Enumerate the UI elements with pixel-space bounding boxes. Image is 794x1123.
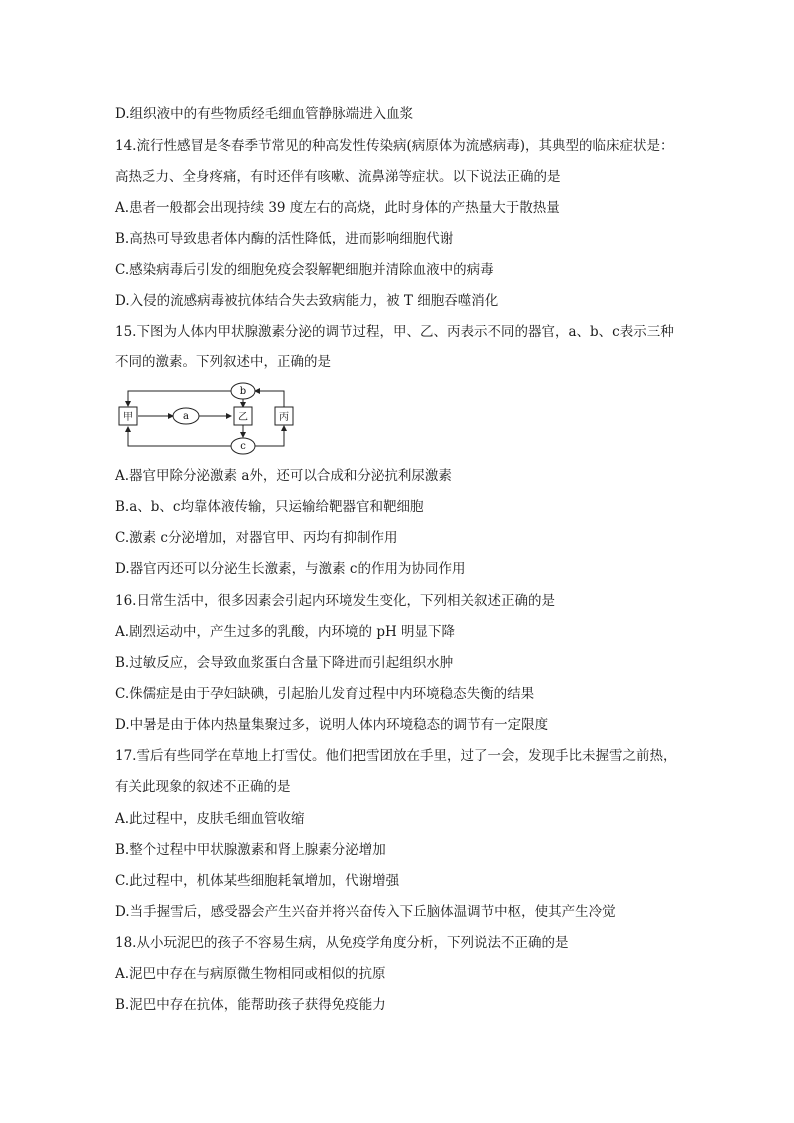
q17-option-a: A.此过程中，皮肤毛细血管收缩 <box>115 811 305 827</box>
q15-option-d: D.器官丙还可以分泌生长激素，与激素 c的作用为协同作用 <box>115 561 466 577</box>
q14-option-b: B.高热可导致患者体内酶的活性降低，进而影响细胞代谢 <box>115 231 454 247</box>
q16-option-c: C.侏儒症是由于孕妇缺碘，引起胎儿发育过程中内环境稳态失衡的结果 <box>115 686 535 702</box>
hormone-a-label: a <box>183 411 189 422</box>
organ-yi-label: 乙 <box>238 412 248 423</box>
q15-option-c: C.激素 c分泌增加，对器官甲、丙均有抑制作用 <box>115 530 398 546</box>
q16-option-b: B.过敏反应，会导致血浆蛋白含量下降进而引起组织水肿 <box>115 655 454 671</box>
q18-option-a: A.泥巴中存在与病原微生物相同或相似的抗原 <box>115 966 386 982</box>
q14-stem-line2: 高热乏力、全身疼痛，有时还伴有咳嗽、流鼻涕等症状。以下说法正确的是 <box>115 169 561 185</box>
arrow-bing-to-b <box>255 391 284 407</box>
q17-stem-line2: 有关此现象的叙述不正确的是 <box>115 779 291 795</box>
q16-option-a: A.剧烈运动中，产生过多的乳酸，内环境的 pH 明显下降 <box>115 624 456 640</box>
thyroid-regulation-diagram <box>118 378 300 458</box>
q15-stem-line2: 不同的激素。下列叙述中，正确的是 <box>115 354 331 370</box>
q15-option-b: B.a、b、c均靠体液传输，只运输给靶器官和靶细胞 <box>115 499 424 515</box>
q14-option-d: D.入侵的流感病毒被抗体结合失去致病能力，被 T 细胞吞噬消化 <box>115 293 499 309</box>
arrow-c-to-jia <box>128 427 231 446</box>
q14-option-c: C.感染病毒后引发的细胞免疫会裂解靶细胞并清除血液中的病毒 <box>115 262 494 278</box>
hormone-c-label: c <box>240 441 246 452</box>
q17-option-b: B.整个过程中甲状腺激素和肾上腺素分泌增加 <box>115 842 386 858</box>
q13-option-d: D.组织液中的有些物质经毛细血管静脉端进入血浆 <box>115 106 414 122</box>
q15-stem-line1: 15.下图为人体内甲状腺激素分泌的调节过程，甲、乙、丙表示不同的器官，a、b、c表示三种 <box>115 324 674 340</box>
q17-stem-line1: 17.雪后有些同学在草地上打雪仗。他们把雪团放在手里，过了一会，发现手比未握雪之前热， <box>115 748 677 764</box>
q18-option-b: B.泥巴中存在抗体，能帮助孩子获得免疫能力 <box>115 997 386 1013</box>
q16-stem: 16.日常生活中，很多因素会引起内环境发生变化，下列相关叙述正确的是 <box>115 593 555 609</box>
q14-option-a: A.患者一般都会出现持续 39 度左右的高烧，此时身体的产热量大于散热量 <box>115 200 560 216</box>
organ-bing-label: 丙 <box>279 412 289 423</box>
hormone-b-label: b <box>239 386 247 397</box>
organ-jia-label: 甲 <box>123 412 133 423</box>
arrow-c-to-bing <box>255 426 284 446</box>
q16-option-d: D.中暑是由于体内热量集聚过多，说明人体内环境稳态的调节有一定限度 <box>115 717 549 733</box>
q18-stem: 18.从小玩泥巴的孩子不容易生病，从免疫学角度分析，下列说法不正确的是 <box>115 935 569 951</box>
q17-option-c: C.此过程中，机体某些细胞耗氧增加，代谢增强 <box>115 873 400 889</box>
q17-option-d: D.当手握雪后，感受器会产生兴奋并将兴奋传入下丘脑体温调节中枢，使其产生冷觉 <box>115 904 616 920</box>
q15-option-a: A.器官甲除分泌激素 a外，还可以合成和分泌抗利尿激素 <box>115 468 452 484</box>
q14-stem-line1: 14.流行性感冒是冬春季节常见的种高发性传染病(病原体为流感病毒)，其典型的临床症状是： <box>115 138 674 154</box>
arrow-b-to-jia <box>128 391 231 406</box>
